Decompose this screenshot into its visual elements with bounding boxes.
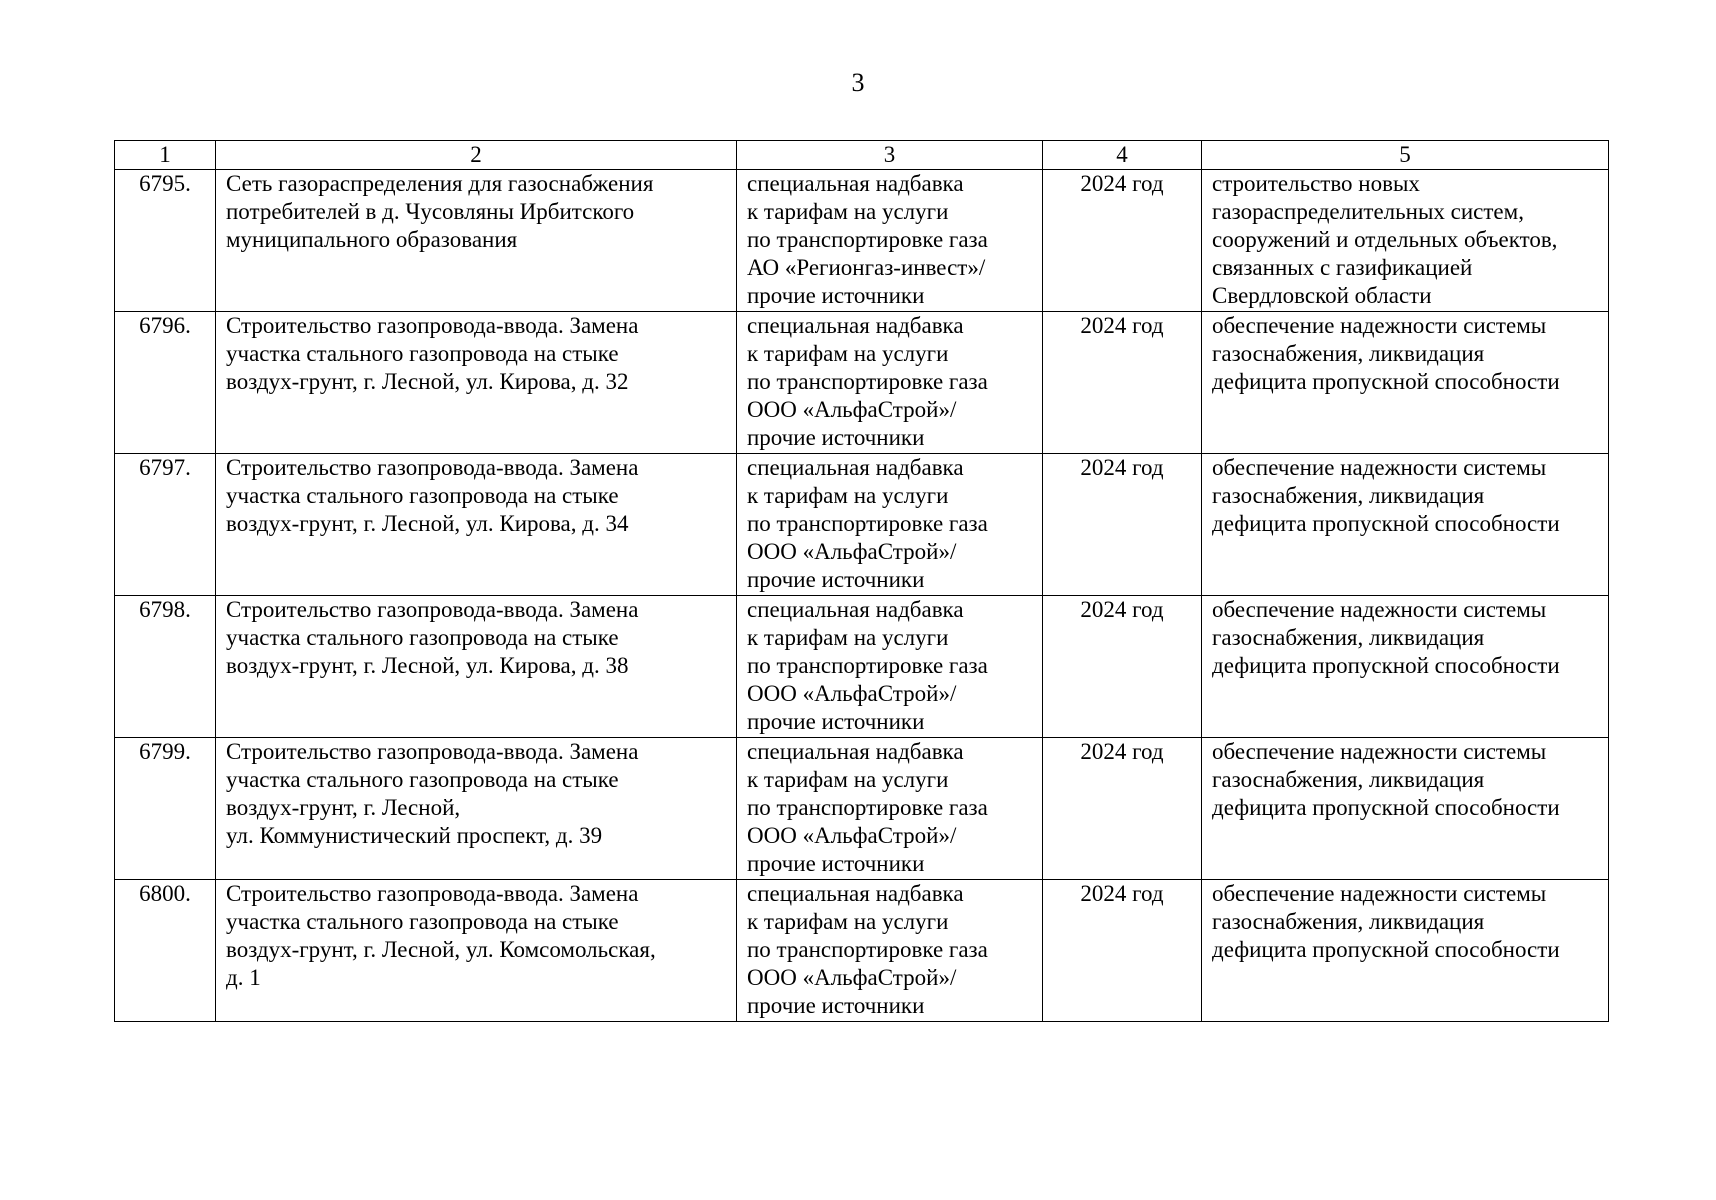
funding-source-line: специальная надбавка <box>747 171 964 196</box>
funding-source-line: по транспортировке газа <box>747 511 988 536</box>
purpose-cell <box>1202 880 1609 1022</box>
table-row <box>115 880 1609 1022</box>
funding-source-line: к тарифам на услуги <box>747 909 949 934</box>
funding-source-line: специальная надбавка <box>747 313 964 338</box>
funding-source-line: прочие источники <box>747 283 925 308</box>
purpose-line: дефицита пропускной способности <box>1212 369 1560 394</box>
object-name-line: потребителей в д. Чусовляны Ирбитского <box>226 199 635 224</box>
object-name-line: воздух-грунт, г. Лесной, ул. Комсомольская, <box>226 937 656 962</box>
purpose-line: обеспечение надежности системы <box>1212 455 1547 480</box>
object-name-line: Строительство газопровода-ввода. Замена <box>226 313 639 338</box>
purpose-line: газоснабжения, ликвидация <box>1212 767 1485 792</box>
purpose-line: Свердловской области <box>1212 283 1432 308</box>
row-number-cell: 6799. <box>115 738 216 880</box>
funding-source-line: к тарифам на услуги <box>747 767 949 792</box>
table-row <box>115 170 1609 312</box>
funding-source-line: по транспортировке газа <box>747 795 988 820</box>
row-number-cell: 6800. <box>115 880 216 1022</box>
purpose-line: строительство новых <box>1212 171 1420 196</box>
funding-source-line: по транспортировке газа <box>747 937 988 962</box>
object-name-line: Строительство газопровода-ввода. Замена <box>226 597 639 622</box>
header-col-3: 3 <box>737 141 1043 170</box>
funding-source-line: по транспортировке газа <box>747 227 988 252</box>
purpose-cell <box>1202 738 1609 880</box>
object-name-cell <box>216 454 737 596</box>
object-name-line: Строительство газопровода-ввода. Замена <box>226 739 639 764</box>
object-name-cell <box>216 312 737 454</box>
object-name-line: участка стального газопровода на стыке <box>226 767 619 792</box>
purpose-line: дефицита пропускной способности <box>1212 653 1560 678</box>
table-row <box>115 596 1609 738</box>
object-name-line: воздух-грунт, г. Лесной, ул. Кирова, д. 34 <box>226 511 629 536</box>
funding-source-line: к тарифам на услуги <box>747 483 949 508</box>
header-col-4: 4 <box>1043 141 1202 170</box>
funding-source-line: к тарифам на услуги <box>747 341 949 366</box>
year-cell: 2024 год <box>1043 312 1202 454</box>
purpose-cell <box>1202 454 1609 596</box>
purpose-cell <box>1202 312 1609 454</box>
funding-source-line: прочие источники <box>747 851 925 876</box>
purpose-line: газоснабжения, ликвидация <box>1212 483 1485 508</box>
column-number-header-row <box>115 141 1609 170</box>
funding-source-cell <box>737 454 1043 596</box>
purpose-line: обеспечение надежности системы <box>1212 313 1547 338</box>
object-name-line: участка стального газопровода на стыке <box>226 341 619 366</box>
funding-source-cell <box>737 312 1043 454</box>
funding-source-line: ООО «АльфаСтрой»/ <box>747 539 957 564</box>
object-name-line: участка стального газопровода на стыке <box>226 625 619 650</box>
table-row <box>115 312 1609 454</box>
funding-source-line: по транспортировке газа <box>747 369 988 394</box>
object-name-cell <box>216 880 737 1022</box>
row-number-cell: 6797. <box>115 454 216 596</box>
object-name-line: Строительство газопровода-ввода. Замена <box>226 881 639 906</box>
row-number-cell: 6795. <box>115 170 216 312</box>
object-name-line: участка стального газопровода на стыке <box>226 483 619 508</box>
year-cell: 2024 год <box>1043 738 1202 880</box>
header-col-1: 1 <box>115 141 216 170</box>
funding-source-cell <box>737 880 1043 1022</box>
purpose-cell <box>1202 170 1609 312</box>
purpose-line: дефицита пропускной способности <box>1212 937 1560 962</box>
table-row <box>115 738 1609 880</box>
funding-source-line: к тарифам на услуги <box>747 625 949 650</box>
purpose-line: газоснабжения, ликвидация <box>1212 625 1485 650</box>
header-col-5: 5 <box>1202 141 1609 170</box>
table-body <box>115 170 1609 1022</box>
funding-source-line: прочие источники <box>747 567 925 592</box>
object-name-line: воздух-грунт, г. Лесной, ул. Кирова, д. 32 <box>226 369 629 394</box>
investment-table <box>114 140 1609 1022</box>
object-name-line: муниципального образования <box>226 227 518 252</box>
purpose-line: сооружений и отдельных объектов, <box>1212 227 1558 252</box>
funding-source-line: прочие источники <box>747 425 925 450</box>
row-number-cell: 6796. <box>115 312 216 454</box>
purpose-line: связанных с газификацией <box>1212 255 1473 280</box>
object-name-cell <box>216 170 737 312</box>
year-cell: 2024 год <box>1043 596 1202 738</box>
object-name-line: д. 1 <box>226 965 261 990</box>
object-name-cell <box>216 738 737 880</box>
object-name-line: воздух-грунт, г. Лесной, <box>226 795 461 820</box>
page-number: 3 <box>851 68 865 97</box>
object-name-line: ул. Коммунистический проспект, д. 39 <box>226 823 603 848</box>
purpose-line: газораспределительных систем, <box>1212 199 1524 224</box>
funding-source-line: ООО «АльфаСтрой»/ <box>747 823 957 848</box>
funding-source-line: ООО «АльфаСтрой»/ <box>747 397 957 422</box>
funding-source-cell <box>737 738 1043 880</box>
object-name-line: участка стального газопровода на стыке <box>226 909 619 934</box>
funding-source-cell <box>737 170 1043 312</box>
purpose-line: обеспечение надежности системы <box>1212 739 1547 764</box>
funding-source-cell <box>737 596 1043 738</box>
year-cell: 2024 год <box>1043 170 1202 312</box>
purpose-line: дефицита пропускной способности <box>1212 795 1560 820</box>
funding-source-line: специальная надбавка <box>747 739 964 764</box>
row-number-cell: 6798. <box>115 596 216 738</box>
funding-source-line: специальная надбавка <box>747 597 964 622</box>
purpose-line: газоснабжения, ликвидация <box>1212 909 1485 934</box>
purpose-line: обеспечение надежности системы <box>1212 881 1547 906</box>
funding-source-line: ООО «АльфаСтрой»/ <box>747 681 957 706</box>
purpose-line: дефицита пропускной способности <box>1212 511 1560 536</box>
funding-source-line: к тарифам на услуги <box>747 199 949 224</box>
object-name-line: воздух-грунт, г. Лесной, ул. Кирова, д. 38 <box>226 653 629 678</box>
object-name-line: Сеть газораспределения для газоснабжения <box>226 171 654 196</box>
table-row <box>115 454 1609 596</box>
funding-source-line: специальная надбавка <box>747 881 964 906</box>
funding-source-line: АО «Регионгаз-инвест»/ <box>747 255 986 280</box>
header-col-2: 2 <box>216 141 737 170</box>
funding-source-line: ООО «АльфаСтрой»/ <box>747 965 957 990</box>
year-cell: 2024 год <box>1043 880 1202 1022</box>
funding-source-line: специальная надбавка <box>747 455 964 480</box>
purpose-line: обеспечение надежности системы <box>1212 597 1547 622</box>
funding-source-line: прочие источники <box>747 993 925 1018</box>
object-name-line: Строительство газопровода-ввода. Замена <box>226 455 639 480</box>
year-cell: 2024 год <box>1043 454 1202 596</box>
funding-source-line: прочие источники <box>747 709 925 734</box>
object-name-cell <box>216 596 737 738</box>
funding-source-line: по транспортировке газа <box>747 653 988 678</box>
purpose-cell <box>1202 596 1609 738</box>
purpose-line: газоснабжения, ликвидация <box>1212 341 1485 366</box>
